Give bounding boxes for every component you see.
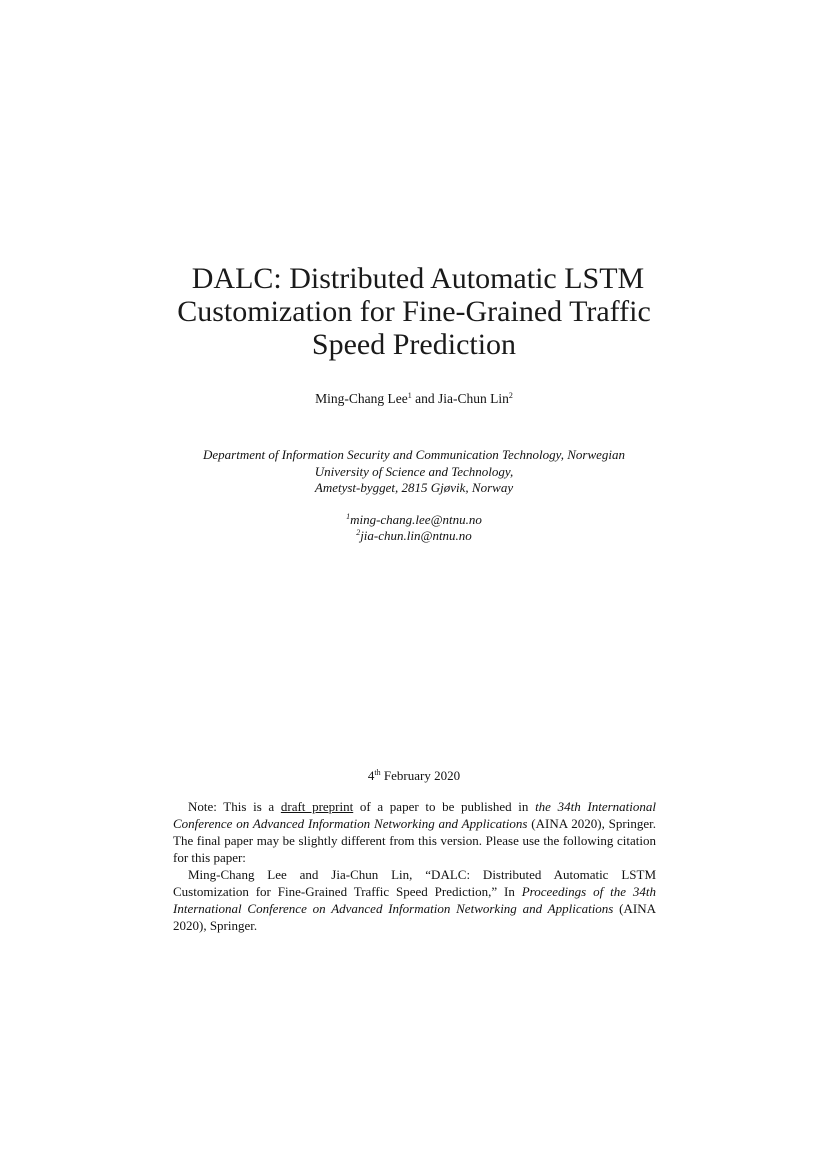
paper-title: [150, 262, 678, 361]
date-day: 4: [367, 768, 375, 783]
date-day-suffix: th: [374, 768, 381, 777]
note-p1-text-c: (AINA 2020), Springer. The final paper may be slightly different from this version. Please use the following citation for this paper:: [173, 816, 656, 865]
email-1-line: [150, 512, 678, 528]
email-2-mark: 2: [356, 528, 361, 537]
note-paragraph-1: [173, 798, 656, 866]
title-line-3: Speed Prediction: [311, 328, 517, 361]
author-1-mark: 1: [407, 391, 412, 400]
affiliation-line-3: Ametyst-bygget, 2815 Gjøvik, Norway: [314, 480, 514, 495]
note-p2-text-b: (AINA 2020), Springer.: [173, 901, 656, 933]
author-2-name: Jia-Chun Lin: [437, 391, 509, 406]
title-line-2: Customization for Fine-Grained Traffic: [177, 295, 651, 328]
note-paragraph-2: [173, 866, 656, 934]
paper-date: [150, 768, 678, 784]
author-1-name: Ming-Chang Lee: [315, 391, 408, 406]
date-rest: February 2020: [380, 768, 461, 783]
author-2-mark: 2: [508, 391, 513, 400]
email-2-line: [150, 528, 678, 544]
email-1-mark: 1: [346, 512, 351, 521]
affiliation: [150, 447, 678, 497]
author-emails: [150, 512, 678, 544]
note-p2-venue: Proceedings of the 34th International Conference on Advanced Information Networking and Applications: [173, 884, 656, 916]
draft-preprint-link[interactable]: draft preprint: [280, 799, 354, 814]
author-list: [150, 391, 678, 407]
preprint-note: [173, 798, 656, 934]
note-p1-text-b: of a paper to be published in: [353, 799, 536, 814]
note-p1-venue: the 34th International Conference on Advanced Information Networking and Applications: [173, 799, 656, 831]
note-p2-text-a: Ming-Chang Lee and Jia-Chun Lin, “DALC: Distributed Automatic LSTM Customization for Fine-Grained Traffic Speed Prediction,” In: [173, 867, 656, 899]
affiliation-line-2: University of Science and Technology,: [314, 463, 514, 479]
note-p1-text-a: Note: This is a: [188, 799, 281, 814]
title-line-1: DALC: Distributed Automatic LSTM: [191, 262, 645, 295]
email-2[interactable]: jia-chun.lin@ntnu.no: [360, 528, 472, 543]
author-conjunction: and: [411, 391, 438, 406]
email-1[interactable]: ming-chang.lee@ntnu.no: [350, 512, 482, 527]
affiliation-line-1: Department of Information Security and Communication Technology, Norwegian: [203, 447, 625, 462]
